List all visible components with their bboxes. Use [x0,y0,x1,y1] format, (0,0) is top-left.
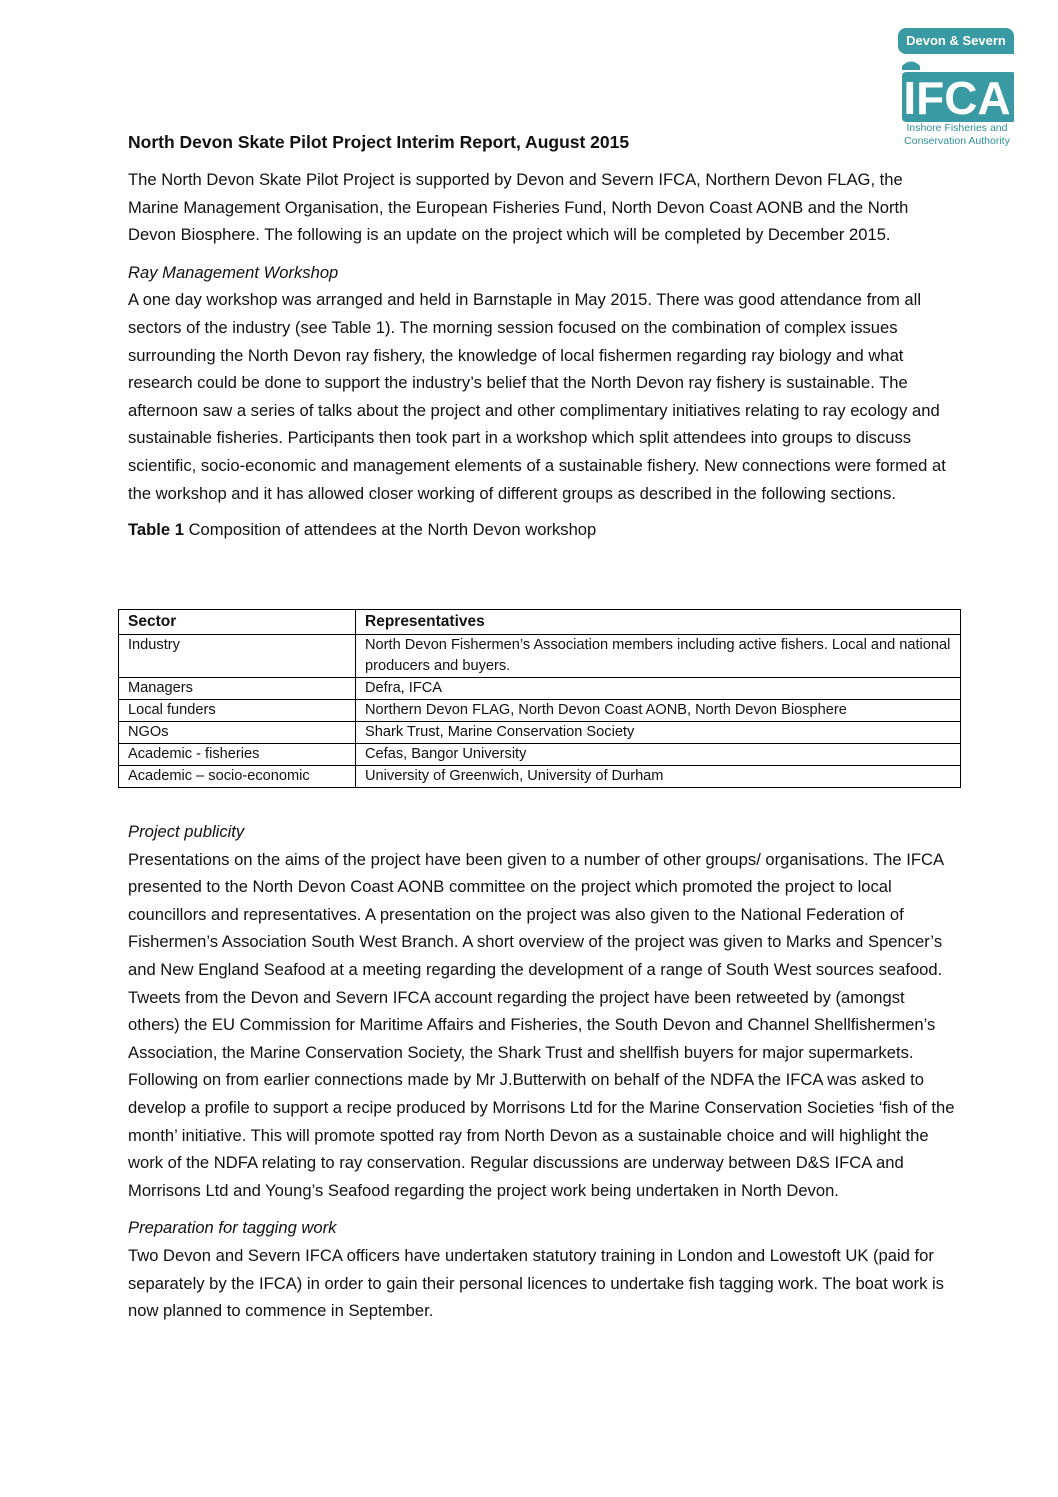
table-cell-representatives: University of Greenwich, University of Durham [356,766,961,788]
table-cell-sector: Academic – socio-economic [119,766,356,788]
table-row [119,744,961,766]
table-header-sector: Sector [119,610,356,635]
logo-caption-line1: Inshore Fisheries and [906,122,1008,134]
table-cell-representatives: Northern Devon FLAG, North Devon Coast AONB, North Devon Biosphere [356,700,961,722]
logo-banner: Devon & Severn [898,28,1014,54]
table-cell-representatives: Defra, IFCA [356,678,961,700]
table-cell-representatives: Shark Trust, Marine Conservation Society [356,722,961,744]
table-row [119,722,961,744]
table-row [119,700,961,722]
table-caption-text: Composition of attendees at the North Devon workshop [183,520,597,540]
ifca-logo-mark-icon [900,58,1014,122]
workshop-heading: Ray Management Workshop [128,262,339,282]
table-row [119,635,961,678]
table-row [119,678,961,700]
table-caption-label: Table 1 [128,520,184,540]
workshop-paragraph: A one day workshop was arranged and held in Barnstaple in May 2015. There was good attendance from all sectors of the industry (see Table 1). The morning session focused on the combination of complex issues surrounding the North Devon ray fishery, the knowledge of local fishermen regarding ray biology and what research could be done to support the industry’s belief that the North Devon ray fishery is sustainable. The afternoon saw a series of talks about the project and other complimentary initiatives relating to ray ecology and sustainable fisheries. Participants then took part in a workshop which split attendees into groups to discuss scientific, socio-economic and management elements of a sustainable fishery. New connections were formed at the workshop and it has allowed closer working of different groups as described in the following sections. [128,290,946,503]
report-content-top [128,128,958,541]
publicity-heading: Project publicity [128,822,245,841]
table-cell-representatives: Cefas, Bangor University [356,744,961,766]
report-title: North Devon Skate Pilot Project Interim Report, August 2015 [128,132,630,152]
tagging-paragraph: Two Devon and Severn IFCA officers have undertaken statutory training in London and Lowestoft UK (paid for separately by the IFCA) in order to gain their personal licences to undertake fish tagging work. The boat work is now planned to commence in September. [128,1245,944,1321]
logo-caption-line2: Conservation Authority [904,135,1010,147]
table-cell-sector: Local funders [119,700,356,722]
intro-paragraph: The North Devon Skate Pilot Project is supported by Devon and Severn IFCA, Northern Devon FLAG, the Marine Management Organisation, the European Fisheries Fund, North Devon Coast AONB and the North Devon Biosphere. The following is an update on the project which will be completed by December 2015. [128,170,909,245]
attendees-table [118,609,961,788]
table-cell-sector: NGOs [119,722,356,744]
table-header-row [119,610,961,635]
table-cell-sector: Industry [119,635,356,678]
table-cell-sector: Managers [119,678,356,700]
table-header-representatives: Representatives [356,610,961,635]
table-caption [128,519,958,541]
table-row [119,766,961,788]
table-cell-sector: Academic - fisheries [119,744,356,766]
publicity-paragraph: Presentations on the aims of the project have been given to a number of other groups/ organisations. The IFCA presented to the North Devon Coast AONB committee on the project which promoted the project to local councillors and representatives. A presentation on the project was also given to the National Federation of Fishermen’s Association South West Branch. A short overview of the project was given to Marks and Spencer’s and New England Seafood at a meeting regarding the development of a range of South West sources seafood. Tweets from the Devon and Severn IFCA account regarding the project have been retweeted by (amongst others) the EU Commission for Maritime Affairs and Fisheries, the South Devon and Channel Shellfishermen’s Association, the Marine Conservation Society, the Shark Trust and shellfish buyers for major supermarkets. Following on from earlier connections made by Mr J.Butterwith on behalf of the NDFA the IFCA was asked to develop a profile to support a recipe produced by Morrisons Ltd for the Marine Conservation Societies ‘fish of the month’ initiative. This will promote spotted ray from North Devon as a sustainable choice and will highlight the work of the NDFA relating to ray conservation. Regular discussions are underway between D&S IFCA and Morrisons Ltd and Young’s Seafood regarding the project work being undertaken in North Devon. [128,849,955,1200]
table-cell-representatives: North Devon Fishermen’s Association members including active fishers. Local and national producers and buyers. [356,635,961,678]
tagging-heading: Preparation for tagging work [128,1218,337,1238]
report-content-bottom [128,818,958,1325]
logo-acronym: IFCA [903,72,1011,122]
